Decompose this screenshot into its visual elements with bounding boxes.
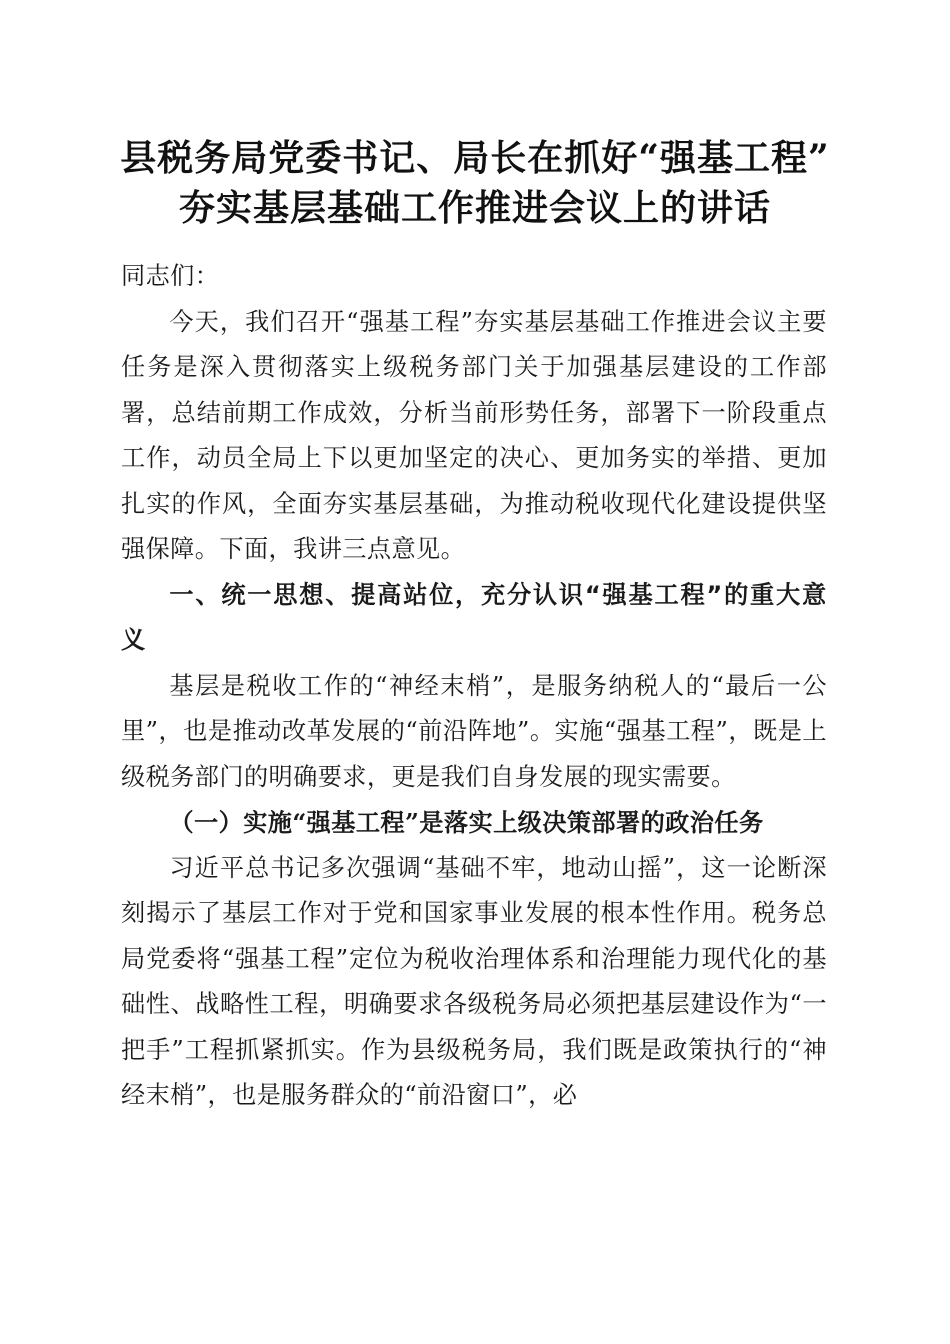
paragraph-1: 基层是税收工作的“神经末梢”，是服务纳税人的“最后一公里”，也是推动改革发展的“前沿阵地”。实施“强基工程”，既是上级税务部门的明确要求，更是我们自身发展的现实需要。 xyxy=(121,671,827,791)
paragraph-2: 习近平总书记多次强调“基础不牢，地动山摇”，这一论断深刻揭示了基层工作对于党和国家事业发展的根本性作用。税务总局党委将“强基工程”定位为税收治理体系和治理能力现代化的基础性、战略性工程，明确要求各级税务局必须把基层建设作为“一把手”工程抓紧抓实。作为县级税务局，我们既是政策执行的“神经末梢”，也是服务群众的“前沿窗口”，必 xyxy=(121,853,827,1109)
salutation: 同志们： xyxy=(121,262,220,290)
section-heading-1: 一、统一思想、提高站位，充分认识“强基工程”的重大意义 xyxy=(121,580,827,654)
document-title-line-2: 夯实基层基础工作推进会议上的讲话 xyxy=(178,187,771,229)
document-title-line-1: 县税务局党委书记、局长在抓好“强基工程” xyxy=(120,137,830,179)
intro-paragraph: 今天，我们召开“强基工程”夯实基层基础工作推进会议主要任务是深入贯彻落实上级税务部门关于加强基层建设的工作部署，总结前期工作成效，分析当前形势任务，部署下一阶段重点工作，动员全局上下以更加坚定的决心、更加务实的举措、更加扎实的作风，全面夯实基层基础，为推动税收现代化建设提供坚强保障。下面，我讲三点意见。 xyxy=(121,307,827,563)
subsection-heading-1: （一）实施“强基工程”是落实上级决策部署的政治任务 xyxy=(169,808,764,837)
document-body xyxy=(121,254,827,1119)
